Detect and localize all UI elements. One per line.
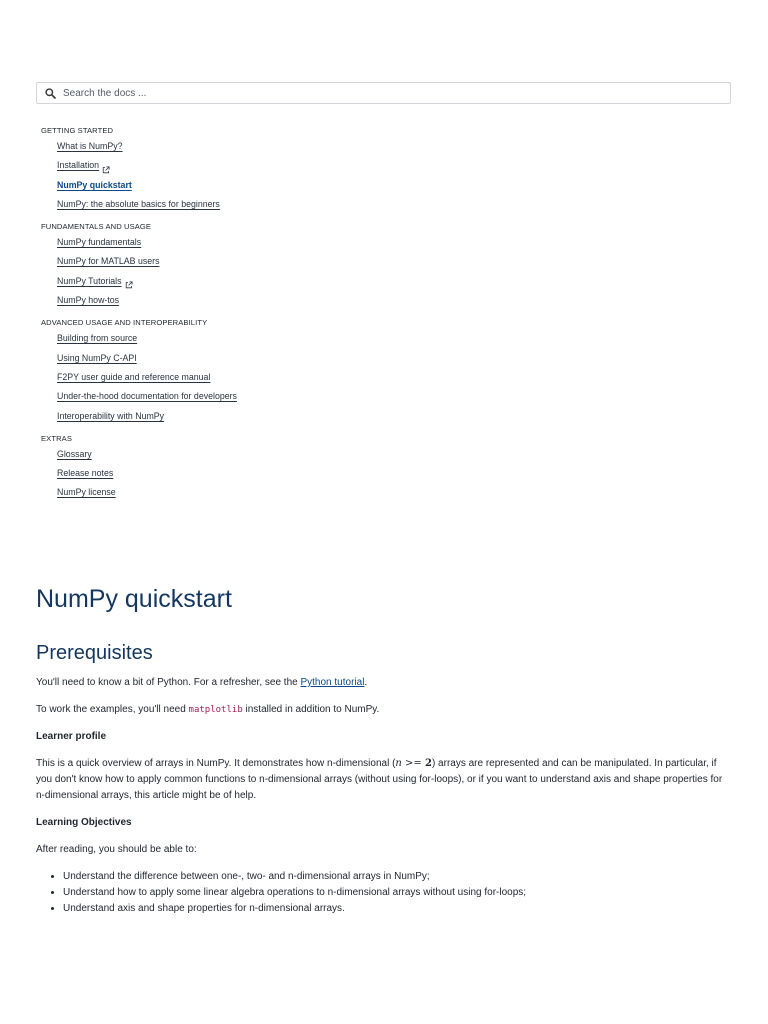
nav-section-title: ADVANCED USAGE AND INTEROPERABILITY	[41, 318, 208, 328]
nav-link-numpy-matlab[interactable]: NumPy for MATLAB users	[57, 256, 160, 267]
paragraph-text: To work the examples, you'll need	[36, 704, 189, 715]
page-title: NumPy quickstart	[36, 585, 232, 613]
math-number: 2	[424, 758, 432, 769]
nav-link-numpy-howtos[interactable]: NumPy how-tos	[57, 295, 120, 306]
nav-link-numpy-quickstart[interactable]: NumPy quickstart	[57, 179, 132, 190]
paragraph-python-refresher	[36, 675, 367, 691]
objectives-intro: After reading, you should be able to:	[36, 844, 197, 855]
search-input[interactable]	[63, 88, 703, 99]
nav-link-what-is-numpy[interactable]: What is NumPy?	[57, 141, 123, 151]
paragraph-text: installed in addition to NumPy.	[242, 704, 380, 715]
nav-section-getting-started	[41, 124, 441, 214]
nav-link-under-the-hood[interactable]: Under-the-hood documentation for developers	[57, 391, 237, 402]
list-item: • Understand the difference between one-, two- and n-dimensional arrays in NumPy;	[63, 869, 526, 885]
search-box[interactable]	[36, 82, 731, 104]
nav-section-title: FUNDAMENTALS AND USAGE	[41, 222, 152, 232]
nav-link-interoperability[interactable]: Interoperability with NumPy	[57, 410, 165, 421]
search-icon	[44, 87, 56, 99]
learner-profile-heading: Learner profile	[36, 731, 107, 742]
section-title-prerequisites: Prerequisites	[36, 642, 153, 664]
external-link-icon	[125, 277, 133, 285]
nav-link-building-from-source[interactable]: Building from source	[57, 333, 138, 344]
math-operator: >=	[401, 758, 425, 769]
math-expression	[395, 758, 432, 769]
list-item: • Understand axis and shape properties for n-dimensional arrays.	[63, 901, 526, 917]
list-item: • Understand how to apply some linear algebra operations to n-dimensional arrays without using for-loops;	[63, 885, 526, 901]
nav-link-installation[interactable]: Installation	[57, 160, 100, 171]
nav-link-numpy-license[interactable]: NumPy license	[57, 487, 116, 498]
nav-section-fundamentals	[41, 220, 441, 310]
nav-link-c-api[interactable]: Using NumPy C-API	[57, 352, 137, 363]
external-link-icon	[102, 162, 110, 170]
paragraph-text: ) arrays are represented and can be manipulated. In particular, if you don't know how to apply common functions to n-dimensional arrays (without using for-loops), or if you want to understand axis and shape properties for n-dimensional arrays, this article might be of help.	[36, 758, 723, 801]
nav-link-numpy-tutorials[interactable]: NumPy Tutorials	[57, 275, 122, 286]
nav-link-glossary[interactable]: Glossary	[57, 448, 92, 459]
nav-link-f2py[interactable]: F2PY user guide and reference manual	[57, 371, 211, 382]
objectives-list	[36, 869, 526, 917]
nav-link-numpy-fundamentals[interactable]: NumPy fundamentals	[57, 237, 142, 248]
nav-link-absolute-basics[interactable]: NumPy: the absolute basics for beginners	[57, 198, 220, 209]
paragraph-learner-profile	[36, 756, 731, 804]
paragraph-text: You'll need to know a bit of Python. For a refresher, see the	[36, 677, 301, 688]
python-tutorial-link[interactable]: Python tutorial	[300, 677, 365, 688]
sidebar-nav	[41, 124, 441, 509]
paragraph-matplotlib	[36, 702, 379, 718]
nav-section-advanced	[41, 316, 441, 425]
nav-section-extras	[41, 432, 441, 503]
math-variable: n	[395, 758, 402, 769]
nav-section-title: GETTING STARTED	[41, 126, 114, 135]
matplotlib-code: matplotlib	[188, 705, 243, 715]
paragraph-text: This is a quick overview of arrays in NumPy. It demonstrates how n-dimensional (	[36, 758, 396, 769]
paragraph-text: .	[364, 677, 368, 688]
nav-section-title: EXTRAS	[41, 433, 72, 443]
learning-objectives-heading: Learning Objectives	[36, 817, 132, 828]
nav-link-release-notes[interactable]: Release notes	[57, 468, 114, 479]
